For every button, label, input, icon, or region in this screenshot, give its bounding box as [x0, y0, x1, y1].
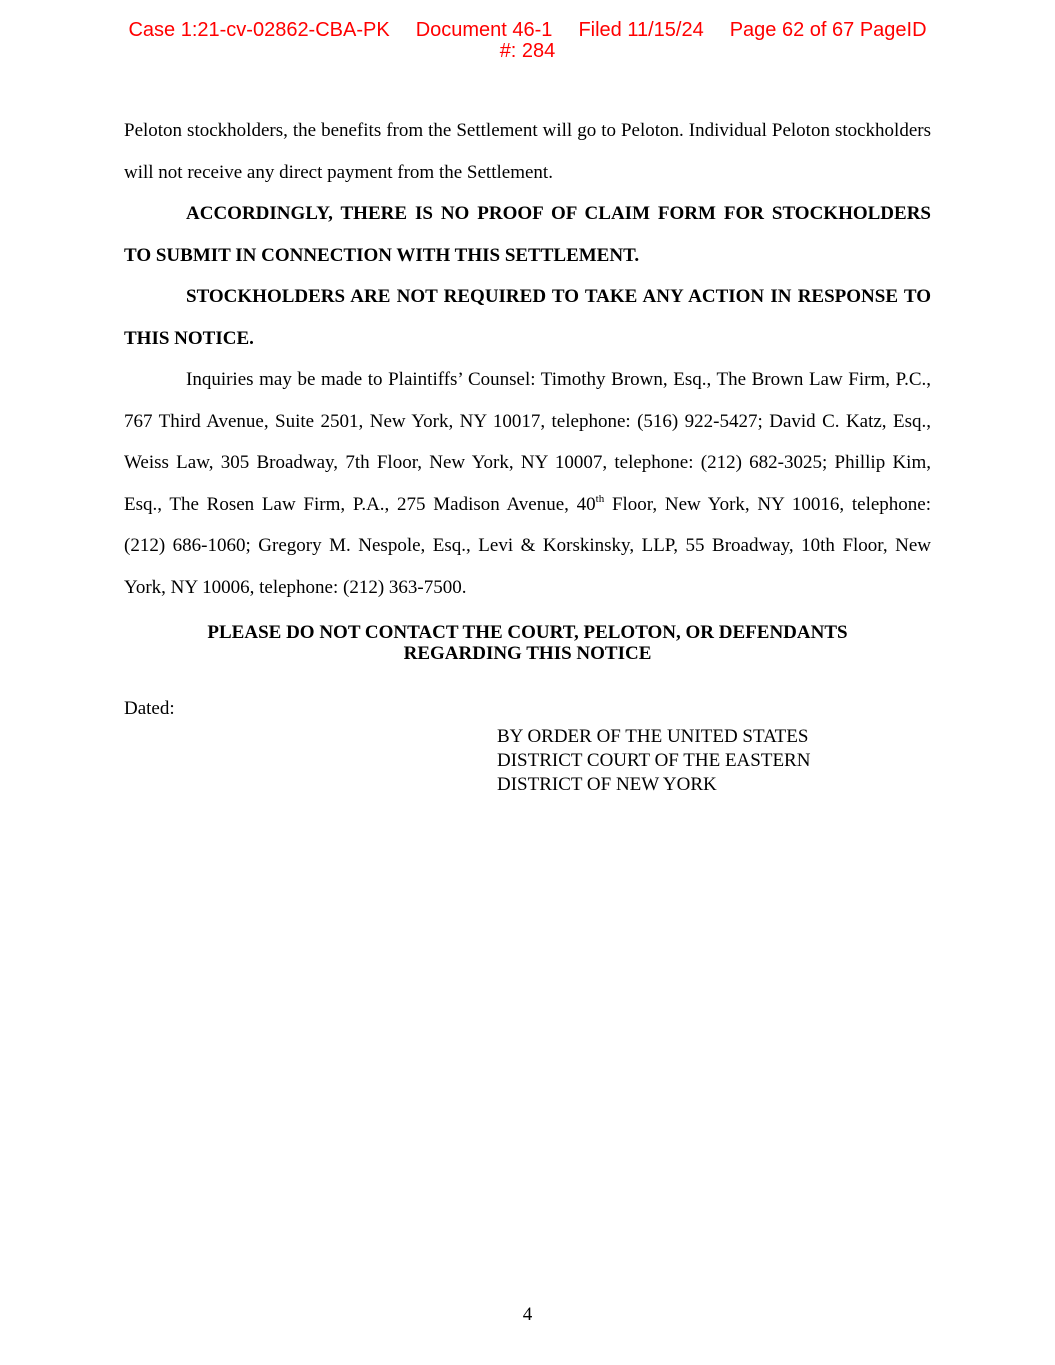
page-id: #: 284	[499, 40, 556, 62]
ordinal-superscript: th	[595, 492, 605, 505]
document-number: Document 46-1	[415, 19, 553, 41]
paragraph-inquiries	[124, 359, 931, 608]
paragraph-no-claim-form: ACCORDINGLY, THERE IS NO PROOF OF CLAIM FORM FOR STOCKHOLDERS TO SUBMIT IN CONNECTION WITH THIS SETTLEMENT.	[124, 203, 931, 266]
paragraph-no-action: STOCKHOLDERS ARE NOT REQUIRED TO TAKE ANY ACTION IN RESPONSE TO THIS NOTICE.	[124, 286, 931, 349]
order-line-2: DISTRICT COURT OF THE EASTERN	[497, 750, 811, 771]
dated-label: Dated:	[124, 698, 175, 719]
filed-date: Filed 11/15/24	[578, 19, 704, 41]
document-body	[124, 110, 931, 664]
page-number: 4	[522, 1304, 533, 1325]
paragraph-benefits: Peloton stockholders, the benefits from the Settlement will go to Peloton. Individual Peloton stockholders will not receive any direct payment from the Settlement.	[124, 120, 931, 183]
court-order-signature	[497, 725, 810, 797]
notice-line-1: PLEASE DO NOT CONTACT THE COURT, PELOTON, OR DEFENDANTS	[207, 622, 848, 643]
inquiries-text-1: Inquiries may be made to Plaintiffs’ Counsel: Timothy Brown, Esq., The Brown Law Firm, P.C., 767 Third Avenue, Suite 2501, New York, NY 10017, telephone: (516) 922-5427; David C. Katz, Esq., Weiss Law, 305 Broadway, 7th Floor, New York, NY 10007, telephone: (212) 682-3025; Phillip Kim, Esq., The Rosen Law Firm, P.A., 275 Madison Avenue, 40	[124, 369, 931, 515]
notice-line-2: REGARDING THIS NOTICE	[403, 643, 652, 664]
do-not-contact-notice	[124, 622, 931, 664]
header-line-1	[0, 20, 1055, 41]
order-line-1: BY ORDER OF THE UNITED STATES	[497, 726, 809, 747]
order-line-3: DISTRICT OF NEW YORK	[497, 774, 717, 795]
case-header	[0, 20, 1055, 62]
inquiries-text-2: Floor, New York, NY 10016, telephone: (212) 686-1060; Gregory M. Nespole, Esq., Levi & Korskinsky, LLP, 55 Broadway, 10th Floor, New York, NY 10006, telephone: (212) 363-7500.	[124, 493, 931, 598]
page-info: Page 62 of 67 PageID	[729, 19, 927, 41]
case-number: Case 1:21-cv-02862-CBA-PK	[128, 19, 390, 41]
